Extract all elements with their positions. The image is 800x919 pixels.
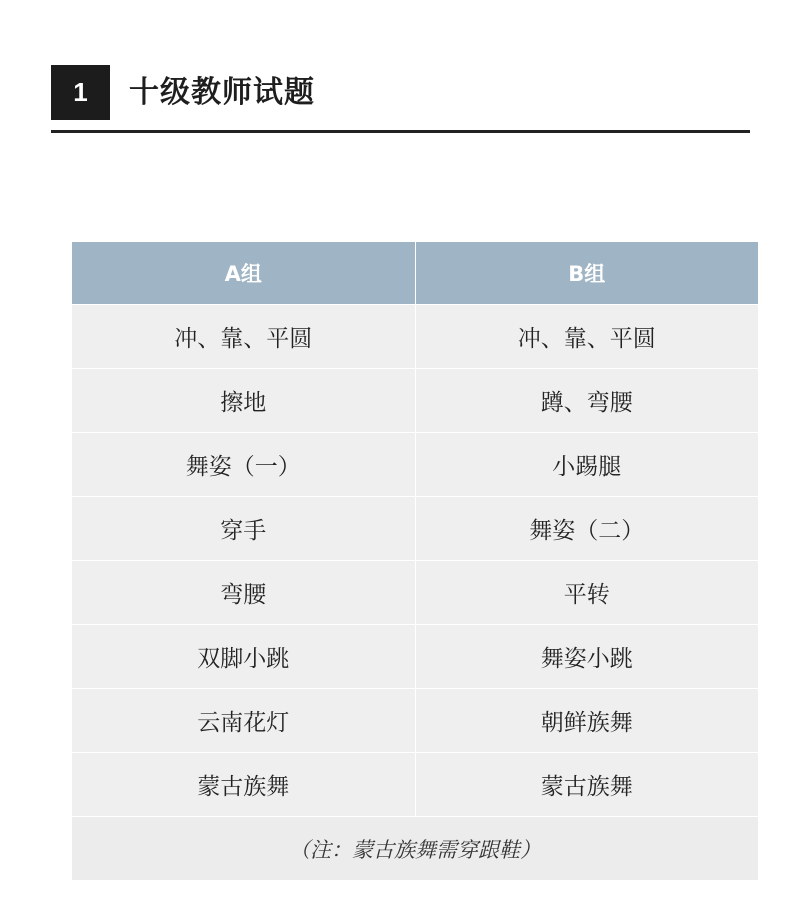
table-cell-b: 冲、靠、平圆 bbox=[415, 305, 758, 369]
table-cell-b: 平转 bbox=[415, 561, 758, 625]
table-note: （注：蒙古族舞需穿跟鞋） bbox=[72, 817, 758, 881]
table-cell-a: 蒙古族舞 bbox=[72, 753, 415, 817]
table-cell-a: 舞姿（一） bbox=[72, 433, 415, 497]
header-divider bbox=[51, 130, 750, 133]
table-cell-b: 蹲、弯腰 bbox=[415, 369, 758, 433]
table-cell-a: 弯腰 bbox=[72, 561, 415, 625]
table-row bbox=[72, 497, 758, 561]
table-cell-b: 蒙古族舞 bbox=[415, 753, 758, 817]
table-row bbox=[72, 625, 758, 689]
table-cell-a: 冲、靠、平圆 bbox=[72, 305, 415, 369]
table-row bbox=[72, 689, 758, 753]
table-row bbox=[72, 433, 758, 497]
table-cell-a: 擦地 bbox=[72, 369, 415, 433]
table-cell-b: 朝鲜族舞 bbox=[415, 689, 758, 753]
table-header-row bbox=[72, 242, 758, 305]
table-cell-b: 舞姿（二） bbox=[415, 497, 758, 561]
table-row bbox=[72, 305, 758, 369]
table-row bbox=[72, 369, 758, 433]
table-cell-a: 双脚小跳 bbox=[72, 625, 415, 689]
table-note-row bbox=[72, 817, 758, 881]
table-row bbox=[72, 753, 758, 817]
table-cell-b: 小踢腿 bbox=[415, 433, 758, 497]
column-header-b: B组 bbox=[415, 242, 758, 305]
section-title: 十级教师试题 bbox=[129, 75, 315, 110]
section-number-badge: 1 bbox=[51, 65, 110, 120]
table-cell-a: 穿手 bbox=[72, 497, 415, 561]
section-header bbox=[51, 65, 751, 121]
table-cell-a: 云南花灯 bbox=[72, 689, 415, 753]
table-row bbox=[72, 561, 758, 625]
table-cell-b: 舞姿小跳 bbox=[415, 625, 758, 689]
exam-table bbox=[72, 242, 758, 880]
column-header-a: A组 bbox=[72, 242, 415, 305]
